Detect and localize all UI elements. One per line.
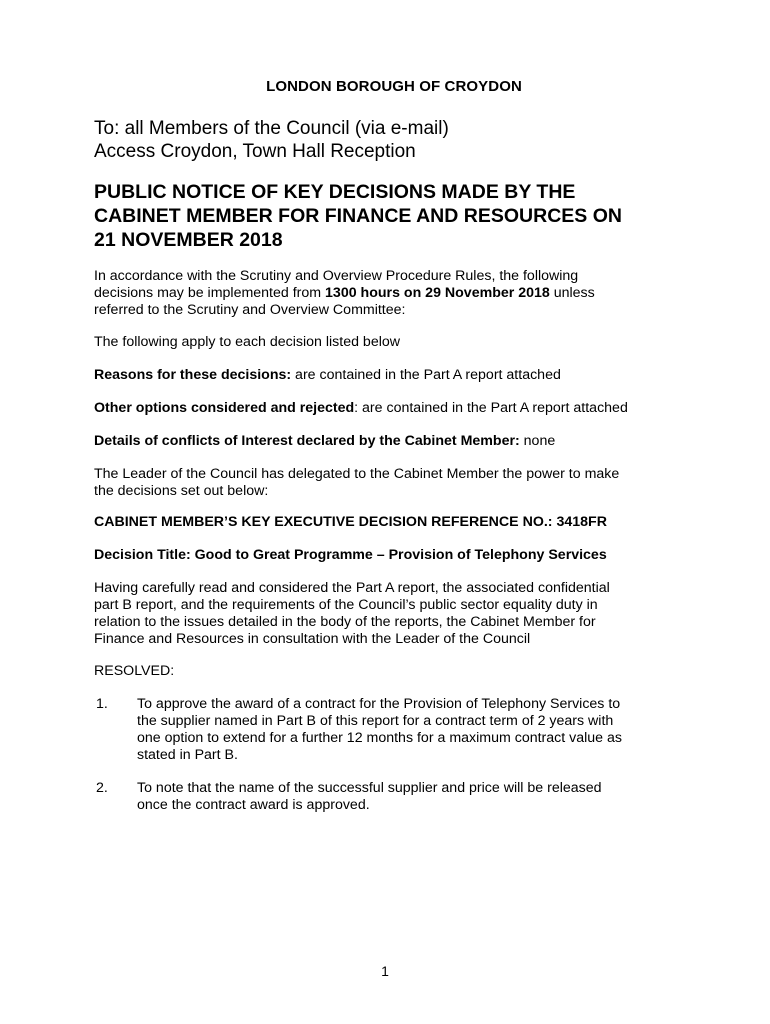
decision-title: Decision Title: Good to Great Programme – Provision of Telephony Services xyxy=(94,547,607,563)
conflicts-label: Details of conflicts of Interest declared by the Cabinet Member: xyxy=(94,433,520,449)
implementation-date: 1300 hours on 29 November 2018 xyxy=(325,285,550,301)
resolution-text xyxy=(137,780,682,814)
resolution-number: 2. xyxy=(96,780,108,796)
other-options-paragraph xyxy=(94,400,694,417)
notice-title xyxy=(94,180,684,252)
notice-title-line-3: 21 NOVEMBER 2018 xyxy=(94,229,283,251)
resolution-line: To note that the name of the successful supplier and price will be released xyxy=(137,780,602,796)
notice-title-line-2: CABINET MEMBER FOR FINANCE AND RESOURCES ON xyxy=(94,205,622,227)
resolution-text xyxy=(137,696,682,764)
resolution-line: the supplier named in Part B of this report for a contract term of 2 years with xyxy=(137,713,614,729)
resolution-number: 1. xyxy=(96,696,108,712)
conflicts-paragraph xyxy=(94,433,694,450)
reasons-label: Reasons for these decisions: xyxy=(94,367,292,383)
reasons-paragraph xyxy=(94,367,694,384)
resolution-line: To approve the award of a contract for the Provision of Telephony Services to xyxy=(137,696,621,712)
other-options-label: Other options considered and rejected xyxy=(94,400,355,416)
resolution-line: once the contract award is approved. xyxy=(137,797,370,813)
recipients-block xyxy=(94,117,449,163)
intro-line-3: referred to the Scrutiny and Overview Committee: xyxy=(94,302,406,318)
other-options-text: : are contained in the Part A report attached xyxy=(354,400,628,416)
recipients-line-1: To: all Members of the Council (via e-mail) xyxy=(94,118,449,139)
delegation-line-2: the decisions set out below: xyxy=(94,483,269,499)
considered-line-3: relation to the issues detailed in the body of the reports, the Cabinet Member for xyxy=(94,614,596,630)
resolution-line: one option to extend for a further 12 months for a maximum contract value as xyxy=(137,730,622,746)
intro-line-1: In accordance with the Scrutiny and Overview Procedure Rules, the following xyxy=(94,268,579,284)
recipients-line-2: Access Croydon, Town Hall Reception xyxy=(94,141,416,162)
intro-paragraph xyxy=(94,268,694,319)
resolved-label: RESOLVED: xyxy=(94,663,175,679)
considered-paragraph xyxy=(94,580,694,648)
page-number: 1 xyxy=(381,963,389,979)
considered-line-2: part B report, and the requirements of the Council’s public sector equality duty in xyxy=(94,597,598,613)
organisation-title: LONDON BOROUGH OF CROYDON xyxy=(266,78,522,95)
conflicts-text: none xyxy=(519,433,556,449)
considered-line-1: Having carefully read and considered the Part A report, the associated confidential xyxy=(94,580,610,596)
delegation-paragraph xyxy=(94,466,694,500)
apply-paragraph: The following apply to each decision listed below xyxy=(94,334,401,350)
notice-title-line-1: PUBLIC NOTICE OF KEY DECISIONS MADE BY THE xyxy=(94,181,576,203)
reasons-text: are contained in the Part A report attached xyxy=(291,367,561,383)
intro-line-2-start: decisions may be implemented from xyxy=(94,285,326,301)
decision-reference: CABINET MEMBER’S KEY EXECUTIVE DECISION REFERENCE NO.: 3418FR xyxy=(94,514,607,530)
considered-line-4: Finance and Resources in consultation with the Leader of the Council xyxy=(94,631,531,647)
delegation-line-1: The Leader of the Council has delegated to the Cabinet Member the power to make xyxy=(94,466,620,482)
resolution-line: stated in Part B. xyxy=(137,747,238,763)
intro-line-2-end: unless xyxy=(549,285,595,301)
